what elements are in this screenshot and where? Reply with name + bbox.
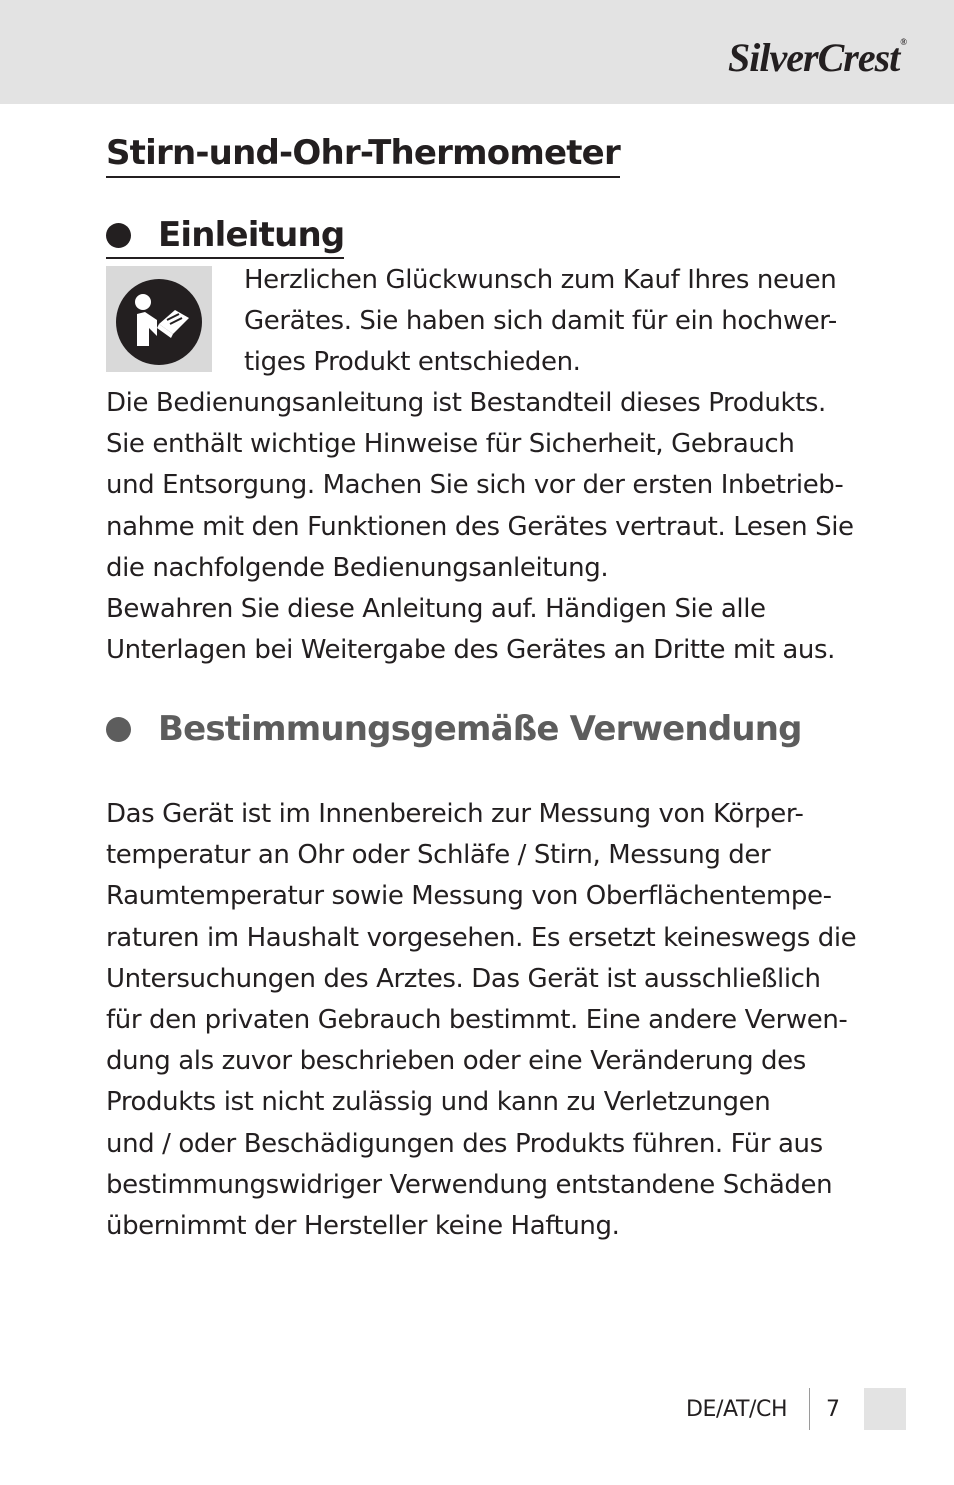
text-line: Unterlagen bei Weitergabe des Gerätes an Dritte mit aus.: [106, 635, 835, 666]
section-bullet-icon: [106, 223, 131, 248]
intro-paragraph: [106, 383, 854, 671]
text-line: Das Gerät ist im Innenbereich zur Messung von Körper-: [106, 799, 804, 829]
section-bullet-icon: [106, 717, 131, 742]
text-line: Die Bedienungsanleitung ist Bestandteil dieses Produkts.: [106, 388, 826, 418]
text-line: Untersuchungen des Arztes. Das Gerät ist ausschließlich: [106, 963, 821, 994]
section-heading-intended-use: [106, 708, 802, 750]
text-line: Gerätes. Sie haben sich damit für ein hochwer-: [244, 306, 837, 337]
document-title: Stirn-und-Ohr-Thermometer: [106, 132, 620, 178]
brand-logo: [728, 35, 906, 80]
page-number: 7: [826, 1397, 840, 1422]
text-line: dung als zuvor beschrieben oder eine Veränderung des: [106, 1046, 806, 1077]
read-instructions-book-icon: [106, 266, 212, 372]
brand-name: SilverCrest: [728, 35, 900, 80]
intended-use-paragraph: [106, 794, 856, 1247]
text-line: tiges Produkt entschieden.: [244, 347, 581, 378]
text-line: und Entsorgung. Machen Sie sich vor der ersten Inbetrieb-: [106, 470, 844, 501]
registered-mark: ®: [900, 37, 906, 47]
section-heading-introduction: [106, 214, 344, 259]
text-line: Herzlichen Glückwunsch zum Kauf Ihres neuen: [244, 265, 837, 295]
text-line: die nachfolgende Bedienungsanleitung.: [106, 552, 609, 583]
text-line: Bewahren Sie diese Anleitung auf. Händigen Sie alle: [106, 594, 766, 625]
text-line: und / oder Beschädigungen des Produkts führen. Für aus: [106, 1128, 823, 1159]
footer-region-label: DE/AT/CH: [686, 1397, 788, 1422]
intro-text-beside-icon: [244, 260, 837, 384]
section-heading-label: Bestimmungsgemäße Verwendung: [158, 709, 802, 749]
text-line: übernimmt der Hersteller keine Haftung.: [106, 1211, 620, 1242]
text-line: Raumtemperatur sowie Messung von Oberflächentempe-: [106, 881, 832, 912]
text-line: nahme mit den Funktionen des Gerätes vertraut. Lesen Sie: [106, 511, 854, 542]
section-heading-label: Einleitung: [158, 215, 345, 255]
text-line: Sie enthält wichtige Hinweise für Sicherheit, Gebrauch: [106, 429, 795, 460]
text-line: raturen im Haushalt vorgesehen. Es ersetzt keineswegs die: [106, 922, 857, 953]
footer-tab-marker: [864, 1388, 906, 1430]
text-line: bestimmungswidriger Verwendung entstandene Schäden: [106, 1169, 833, 1200]
text-line: Produkts ist nicht zulässig und kann zu Verletzungen: [106, 1087, 771, 1118]
text-line: temperatur an Ohr oder Schläfe / Stirn, Messung der: [106, 840, 771, 871]
footer-divider: [809, 1388, 810, 1430]
text-line: für den privaten Gebrauch bestimmt. Eine andere Verwen-: [106, 1005, 848, 1036]
